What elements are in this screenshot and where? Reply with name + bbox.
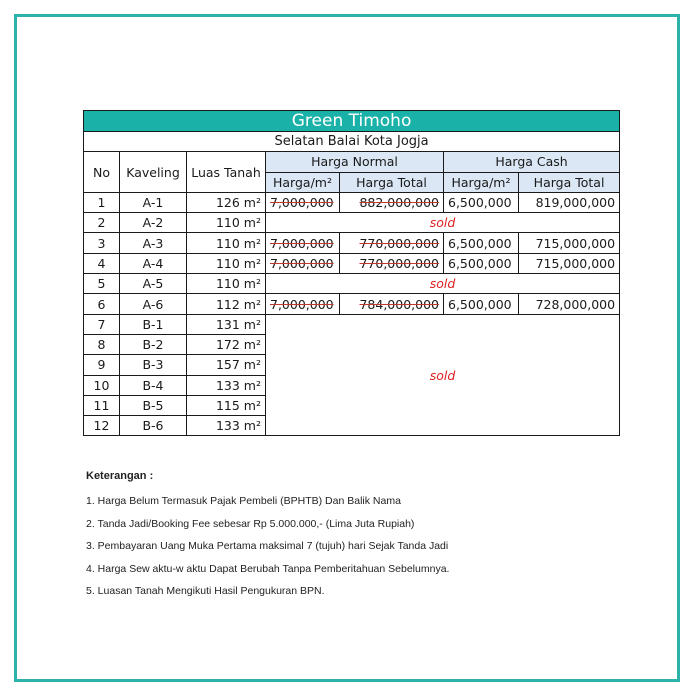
cell-kaveling: A-6 xyxy=(120,294,187,314)
normal-per-m2-header: Harga/m² xyxy=(266,172,340,192)
note-item: 1. Harga Belum Termasuk Pajak Pembeli (BPHTB) Dan Balik Nama xyxy=(86,495,401,507)
cell-normal-per-m2: 7,000,000 xyxy=(270,235,334,251)
sold-label: sold xyxy=(266,274,620,294)
cell-cash-per-m2: 6,500,000 xyxy=(444,253,519,273)
cell-kaveling: A-1 xyxy=(120,192,187,212)
note-item: 4. Harga Sew aktu-w aktu Dapat Berubah Tanpa Pemberitahuan Sebelumnya. xyxy=(86,562,450,575)
cell-no: 4 xyxy=(84,253,120,273)
cell-luas: 131 m² xyxy=(187,314,266,334)
cell-cash-total: 728,000,000 xyxy=(519,294,620,314)
harga-normal-header: Harga Normal xyxy=(266,152,444,172)
table-subtitle: Selatan Balai Kota Jogja xyxy=(84,132,620,152)
col-no-header: No xyxy=(84,152,120,193)
cell-luas: 115 m² xyxy=(187,395,266,415)
price-table xyxy=(83,110,620,436)
table-row xyxy=(84,294,620,314)
cell-cash-total: 715,000,000 xyxy=(519,253,620,273)
cell-luas: 126 m² xyxy=(187,192,266,212)
cell-kaveling: B-4 xyxy=(120,375,187,395)
cell-no: 12 xyxy=(84,416,120,436)
cell-normal-total: 784,000,000 xyxy=(359,296,439,312)
cell-kaveling: B-5 xyxy=(120,395,187,415)
cell-luas: 110 m² xyxy=(187,213,266,233)
cell-normal-total: 770,000,000 xyxy=(359,235,439,251)
cell-cash-per-m2: 6,500,000 xyxy=(444,294,519,314)
cell-luas: 172 m² xyxy=(187,334,266,354)
cell-no: 2 xyxy=(84,213,120,233)
cell-kaveling: A-3 xyxy=(120,233,187,253)
cell-kaveling: A-2 xyxy=(120,213,187,233)
note-item: 2. Tanda Jadi/Booking Fee sebesar Rp 5.000.000,- (Lima Juta Rupiah) xyxy=(86,517,415,530)
table-row xyxy=(84,253,620,273)
cell-no: 5 xyxy=(84,274,120,294)
table-row xyxy=(84,213,620,233)
cell-kaveling: B-1 xyxy=(120,314,187,334)
cell-kaveling: A-4 xyxy=(120,253,187,273)
cell-kaveling: B-3 xyxy=(120,355,187,375)
cell-luas: 112 m² xyxy=(187,294,266,314)
table-row xyxy=(84,192,620,212)
cell-no: 11 xyxy=(84,395,120,415)
table-row xyxy=(84,274,620,294)
cash-per-m2-header: Harga/m² xyxy=(444,172,519,192)
cell-normal-total: 770,000,000 xyxy=(359,255,439,271)
cell-cash-total: 715,000,000 xyxy=(519,233,620,253)
cell-luas: 157 m² xyxy=(187,355,266,375)
notes-section xyxy=(86,470,606,608)
cell-normal-per-m2: 7,000,000 xyxy=(270,296,334,312)
cell-luas: 110 m² xyxy=(187,274,266,294)
cell-no: 9 xyxy=(84,355,120,375)
cell-normal-total: 882,000,000 xyxy=(359,195,439,211)
cell-cash-total: 819,000,000 xyxy=(519,192,620,212)
sold-label: sold xyxy=(266,314,620,436)
cell-no: 6 xyxy=(84,294,120,314)
cell-no: 1 xyxy=(84,192,120,212)
cell-no: 7 xyxy=(84,314,120,334)
cell-kaveling: B-2 xyxy=(120,334,187,354)
cell-luas: 110 m² xyxy=(187,253,266,273)
cell-kaveling: B-6 xyxy=(120,416,187,436)
cell-luas: 133 m² xyxy=(187,375,266,395)
table-row xyxy=(84,314,620,334)
cell-luas: 133 m² xyxy=(187,416,266,436)
table-row xyxy=(84,233,620,253)
col-luas-header: Luas Tanah xyxy=(187,152,266,193)
note-item: 5. Luasan Tanah Mengikuti Hasil Pengukuran BPN. xyxy=(86,585,325,597)
cell-cash-per-m2: 6,500,000 xyxy=(444,233,519,253)
normal-total-header: Harga Total xyxy=(340,172,444,192)
notes-list xyxy=(86,495,606,597)
note-item: 3. Pembayaran Uang Muka Pertama maksimal 7 (tujuh) hari Sejak Tanda Jadi xyxy=(86,540,449,552)
col-kaveling-header: Kaveling xyxy=(120,152,187,193)
cell-kaveling: A-5 xyxy=(120,274,187,294)
cell-no: 3 xyxy=(84,233,120,253)
cell-cash-per-m2: 6,500,000 xyxy=(444,192,519,212)
cell-normal-per-m2: 7,000,000 xyxy=(270,195,334,211)
cell-normal-per-m2: 7,000,000 xyxy=(270,255,334,271)
cell-luas: 110 m² xyxy=(187,233,266,253)
notes-title: Keterangan : xyxy=(86,470,154,482)
table-title: Green Timoho xyxy=(84,111,620,132)
sold-label: sold xyxy=(266,213,620,233)
harga-cash-header: Harga Cash xyxy=(444,152,620,172)
cell-no: 10 xyxy=(84,375,120,395)
cash-total-header: Harga Total xyxy=(519,172,620,192)
cell-no: 8 xyxy=(84,334,120,354)
